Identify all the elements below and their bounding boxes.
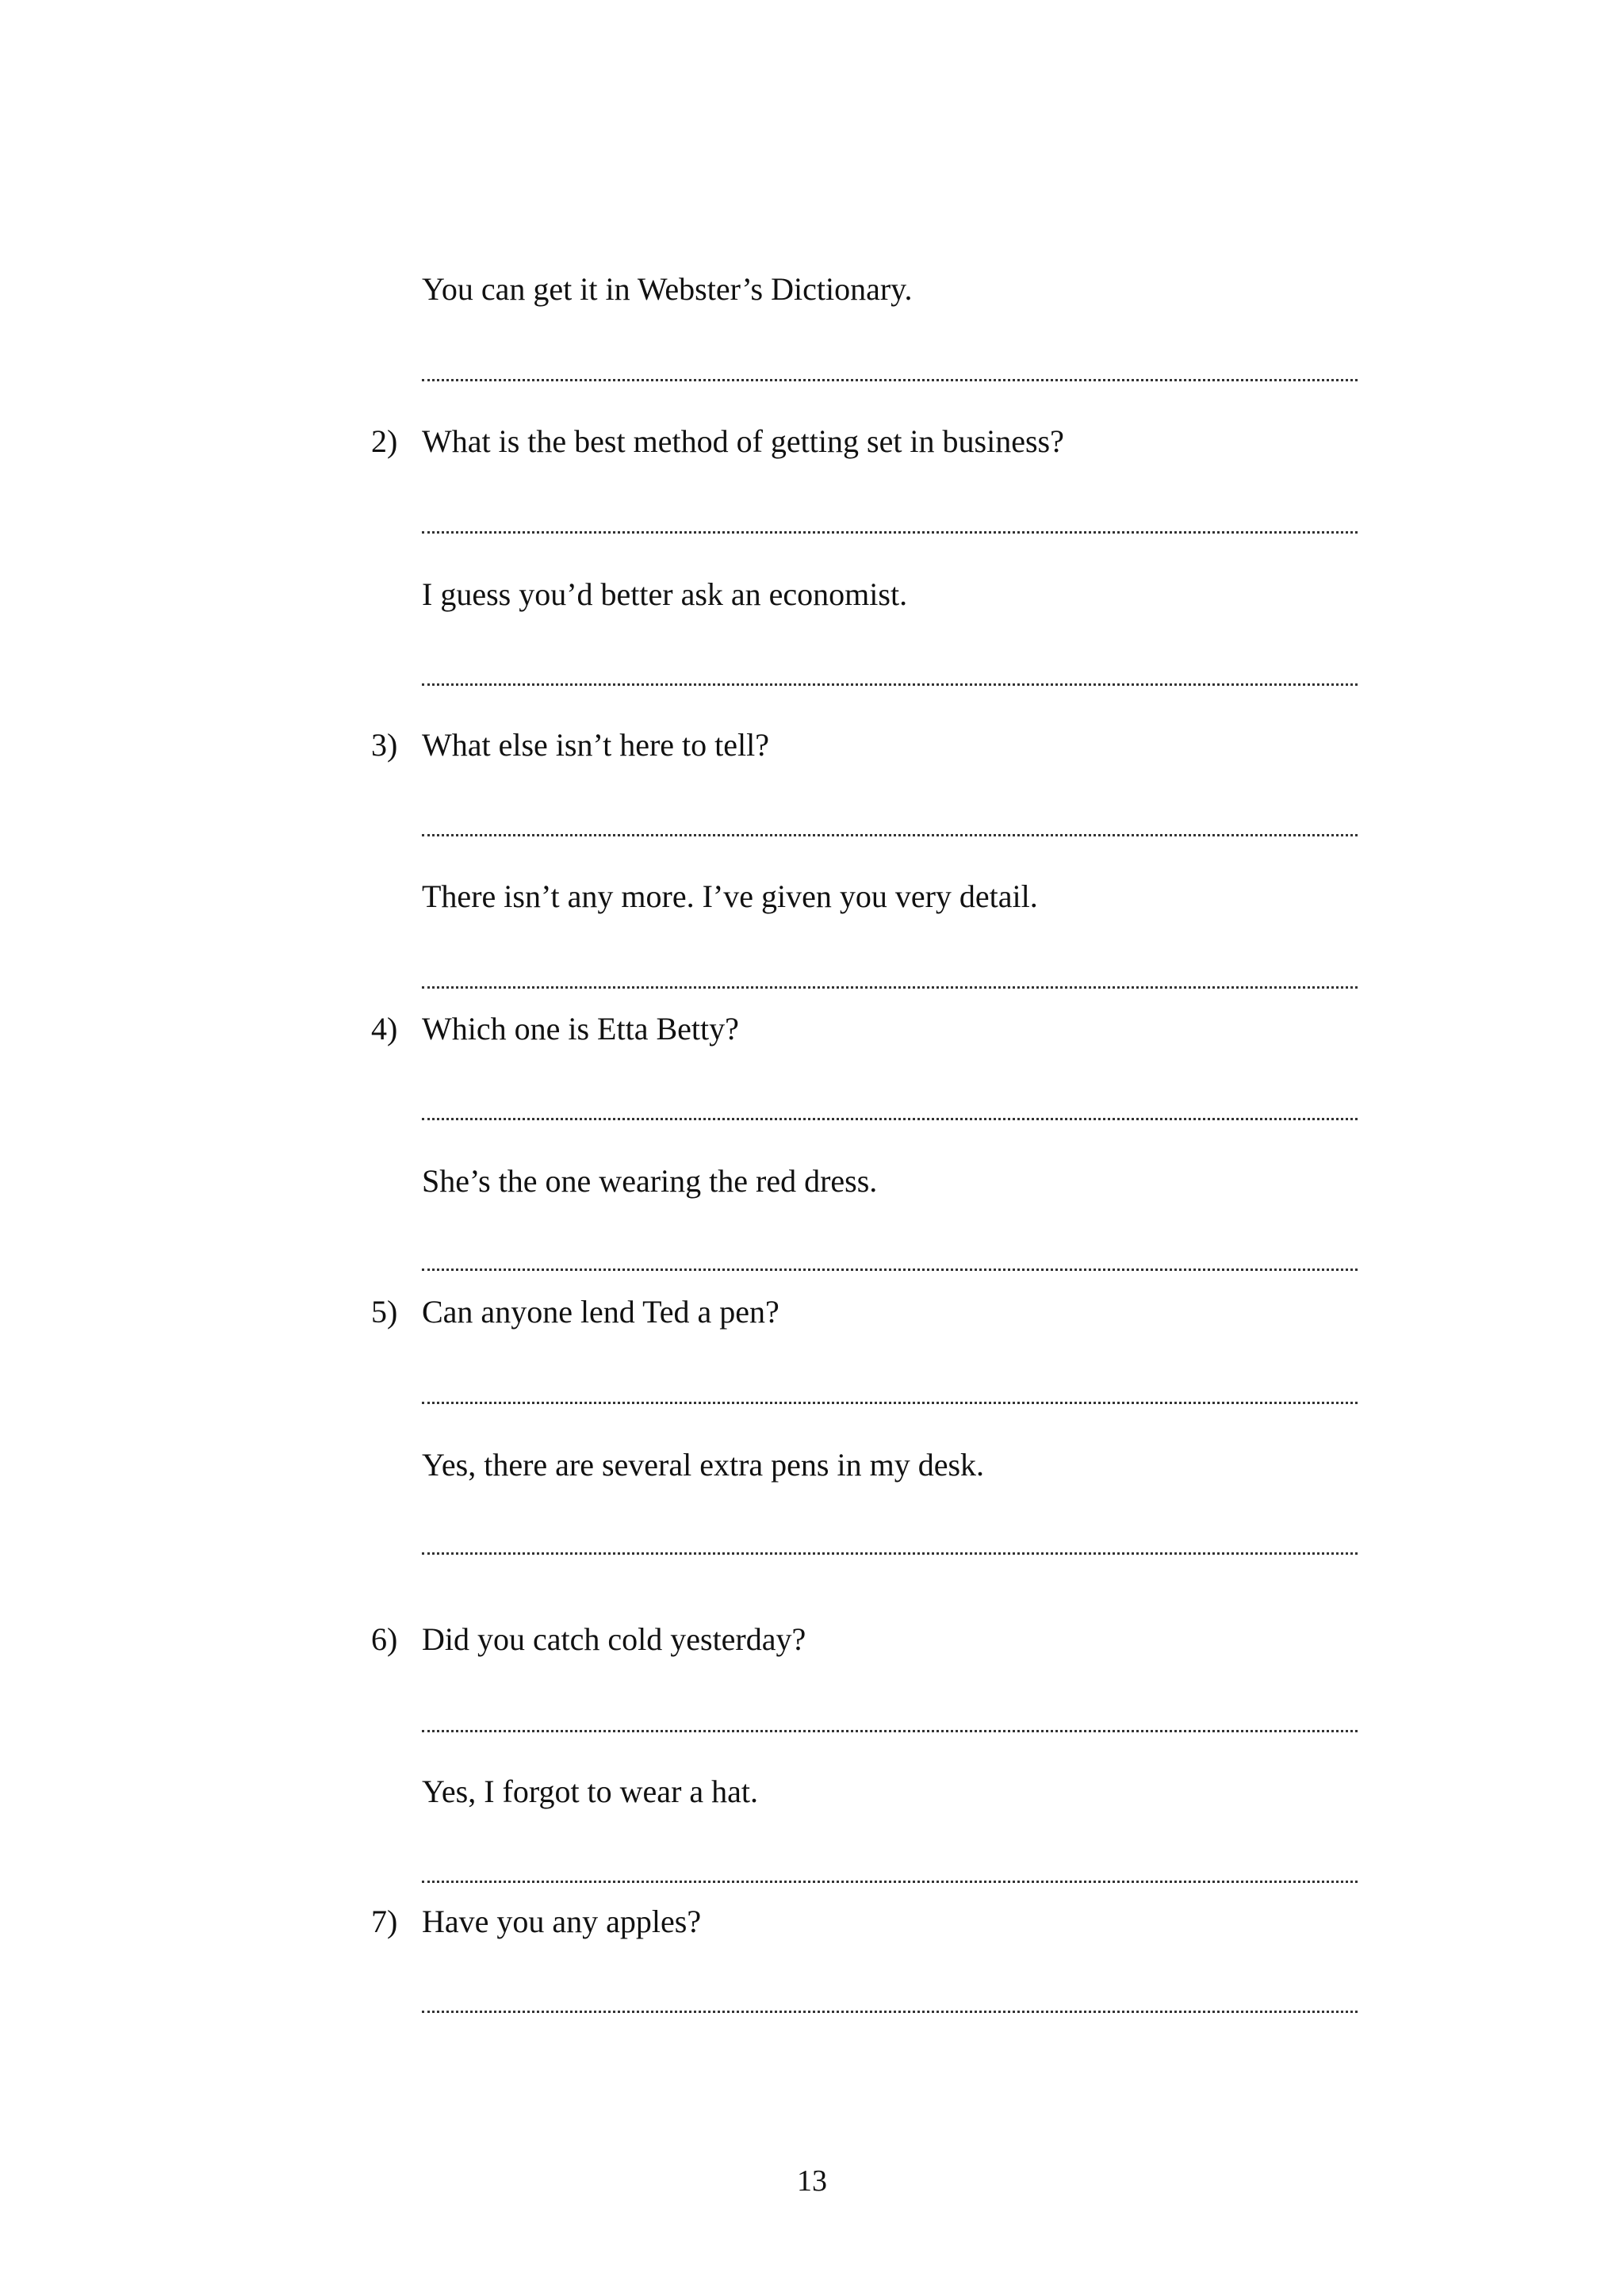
question-line-2 xyxy=(422,531,1358,534)
item-number-7: 7) xyxy=(371,1904,398,1939)
question-line-5 xyxy=(422,1402,1358,1404)
question-5: Can anyone lend Ted a pen? xyxy=(422,1294,779,1330)
answer-line-3 xyxy=(422,986,1358,989)
answer-2: I guess you’d better ask an economist. xyxy=(422,576,908,612)
item-number-2: 2) xyxy=(371,423,398,459)
question-7: Have you any apples? xyxy=(422,1904,702,1939)
item-number-3: 3) xyxy=(371,727,398,763)
answer-line-1 xyxy=(422,379,1358,381)
item-number-5: 5) xyxy=(371,1294,398,1330)
question-line-7 xyxy=(422,2011,1358,2013)
question-line-6 xyxy=(422,1730,1358,1732)
question-6: Did you catch cold yesterday? xyxy=(422,1621,806,1657)
answer-6: Yes, I forgot to wear a hat. xyxy=(422,1774,759,1809)
question-line-4 xyxy=(422,1118,1358,1120)
answer-3: There isn’t any more. I’ve given you very detail. xyxy=(422,878,1038,914)
answer-5: Yes, there are several extra pens in my desk. xyxy=(422,1447,985,1483)
item-number-6: 6) xyxy=(371,1621,398,1657)
page-number: 13 xyxy=(797,2164,827,2198)
question-line-3 xyxy=(422,834,1358,836)
question-3: What else isn’t here to tell? xyxy=(422,727,769,763)
answer-line-2 xyxy=(422,683,1358,686)
question-4: Which one is Etta Betty? xyxy=(422,1011,739,1047)
item-number-4: 4) xyxy=(371,1011,398,1047)
answer-line-6 xyxy=(422,1881,1358,1883)
answer-line-4 xyxy=(422,1269,1358,1271)
answer-4: She’s the one wearing the red dress. xyxy=(422,1163,878,1199)
answer-line-5 xyxy=(422,1552,1358,1555)
answer-1: You can get it in Webster’s Dictionary. xyxy=(422,271,913,307)
question-2: What is the best method of getting set in business? xyxy=(422,423,1064,459)
